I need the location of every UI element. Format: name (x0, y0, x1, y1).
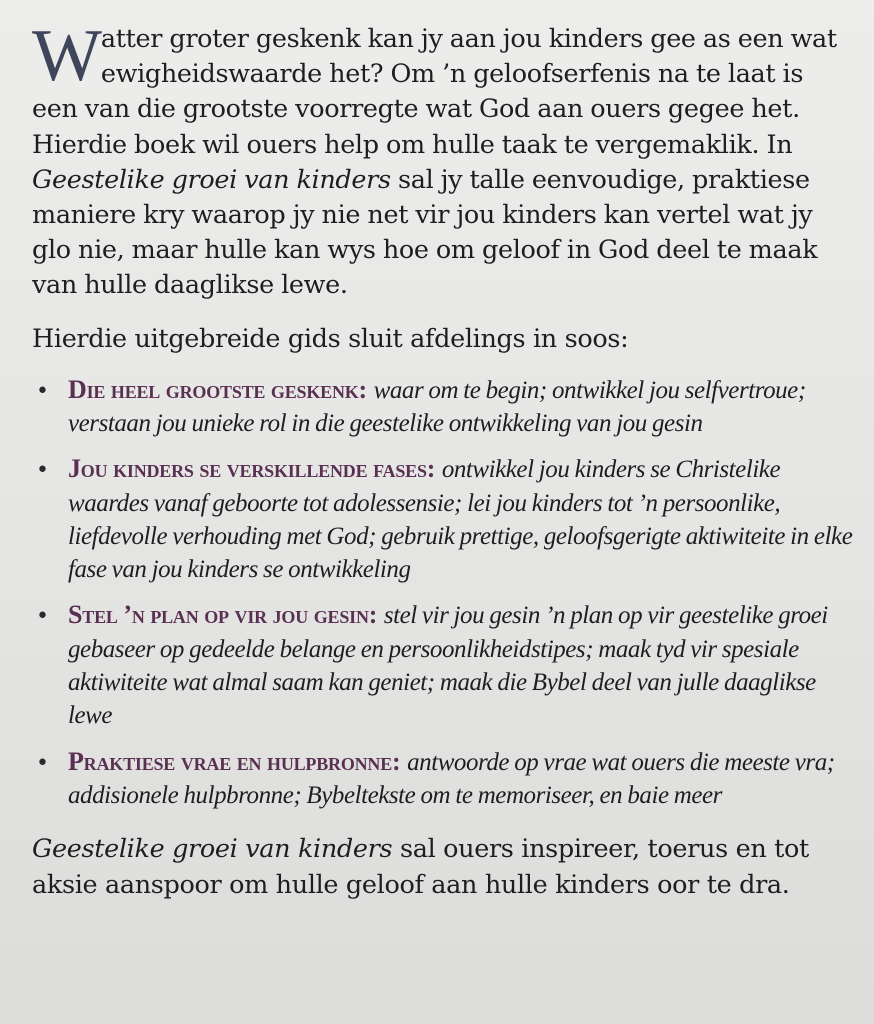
outro-text: sal ouers inspireer, toerus en tot aksie aanspoor om hulle geloof aan hulle kinders oor te dra. (32, 834, 809, 900)
back-cover-text (32, 22, 854, 1022)
section-description: stel vir jou gesin ’n plan op vir geestelike groei gebaseer op gedeelde belange en persoonlikheidstipes; maak tyd vir spesiale aktiwiteite wat almal saam kan geniet; maak die Bybel deel van julle daaglikse lewe (68, 602, 828, 730)
section-description: antwoorde op vrae wat ouers die meeste vra; addisionele hulpbronne; Bybeltekste om te memoriseer, en baie meer (68, 748, 835, 809)
intro-paragraph (32, 22, 854, 304)
sections-lead: Hierdie uitgebreide gids sluit afdelings in soos: (32, 323, 629, 354)
bullet-icon: • (36, 604, 49, 630)
bullet-icon: • (36, 458, 49, 484)
section-heading: Jou kinders se verskillende fases: (68, 454, 436, 484)
intro-book-title: Geestelike groei van kinders (32, 164, 391, 195)
list-item (32, 452, 854, 586)
section-description: waar om te begin; ontwikkel jou selfvertroue; verstaan jou unieke rol in die geestelike ontwikkeling van jou gesin (68, 376, 806, 437)
section-heading: Praktiese vrae en hulpbronne: (68, 746, 401, 776)
outro-book-title: Geestelike groei van kinders (32, 834, 393, 865)
sections-list (32, 373, 854, 813)
closing-paragraph (32, 832, 854, 903)
intro-text-start: atter groter geskenk kan jy aan jou kinders gee as een wat ewigheidswaarde het? Om ’n geloofserfenis na te laat is een van die grootste voorregte wat God aan ouers gegee het. Hierdie boek wil ouers help om hulle taak te vergemaklik. In (32, 24, 837, 160)
list-item (32, 373, 854, 441)
section-description: ontwikkel jou kinders se Christelike waardes vanaf geboorte tot adolessensie; lei jou kinders tot ’n persoonlike, liefdevolle verhouding met God; gebruik prettige, geloofsgerigte aktiwiteite in elke fase van jou kinders se ontwikkeling (68, 456, 853, 584)
bullet-icon: • (36, 378, 49, 404)
section-heading: Stel ’n plan op vir jou gesin: (68, 600, 378, 630)
bullet-icon: • (36, 750, 49, 776)
list-item (32, 598, 854, 732)
intro-text-end: sal jy talle eenvoudige, praktiese maniere kry waarop jy nie net vir jou kinders kan vertel wat jy glo nie, maar hulle kan wys hoe om geloof in God deel te maak van hulle daaglikse lewe. (32, 164, 818, 301)
section-heading: Die heel grootste geskenk: (68, 374, 368, 404)
drop-cap: W (32, 22, 99, 97)
list-item (32, 745, 854, 813)
